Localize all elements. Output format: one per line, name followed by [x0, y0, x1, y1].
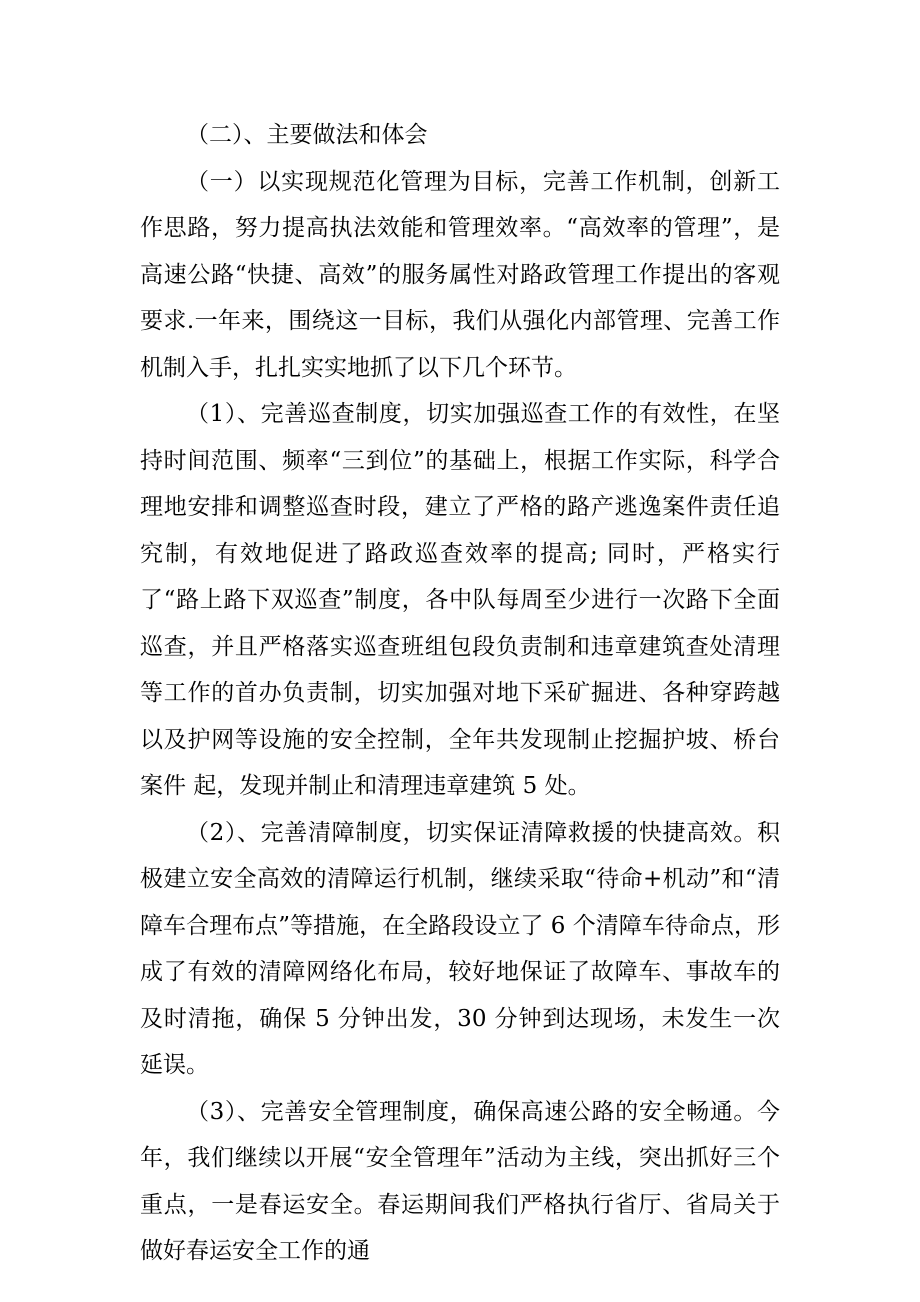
paragraph-4: （3）、完善安全管理制度，确保高速公路的安全畅通。今年，我们继续以开展“安全管理年”活动为主线，突出抓好三个重点，一是春运安全。春运期间我们严格执行省厅、省局关于做好春运安全工作的通 [140, 1098, 780, 1264]
section-heading: （二）、主要做法和体会 [186, 122, 428, 148]
document-body [140, 112, 780, 1275]
paragraph-1: （一）以实现规范化管理为目标，完善工作机制，创新工作思路，努力提高执法效能和管理效率。“高效率的管理”，是高速公路“快捷、高效”的服务属性对路政管理工作提出的客观要求.一年来，围绕这一目标，我们从强化内部管理、完善工作机制入手，扎扎实实地抓了以下几个环节。 [140, 168, 780, 381]
paragraph-3: （2）、完善清障制度，切实保证清障救援的快捷高效。积极建立安全高效的清障运行机制，继续采取“待命+机动”和“清障车合理布点”等措施，在全路段设立了 6 个清障车待命点，形成了有效的清障网络化布局，较好地保证了故障车、事故车的及时清拖，确保 5 分钟出发，30 分钟到达现场，未发生一次延误。 [140, 819, 780, 1078]
paragraph-2: （1）、完善巡查制度，切实加强巡查工作的有效性，在坚持时间范围、频率“三到位”的基础上，根据工作实际，科学合理地安排和调整巡查时段，建立了严格的路产逃逸案件责任追究制，有效地促进了路政巡查效率的提高; 同时，严格实行了“路上路下双巡查”制度，各中队每周至少进行一次路下全面巡查，并且严格落实巡查班组包段负责制和违章建筑查处清理等工作的首办负责制，切实加强对地下采矿掘进、各种穿跨越以及护网等设施的安全控制，全年共发现制止挖掘护坡、桥台案件 起，发现并制止和清理违章建筑 5 处。 [140, 401, 780, 799]
